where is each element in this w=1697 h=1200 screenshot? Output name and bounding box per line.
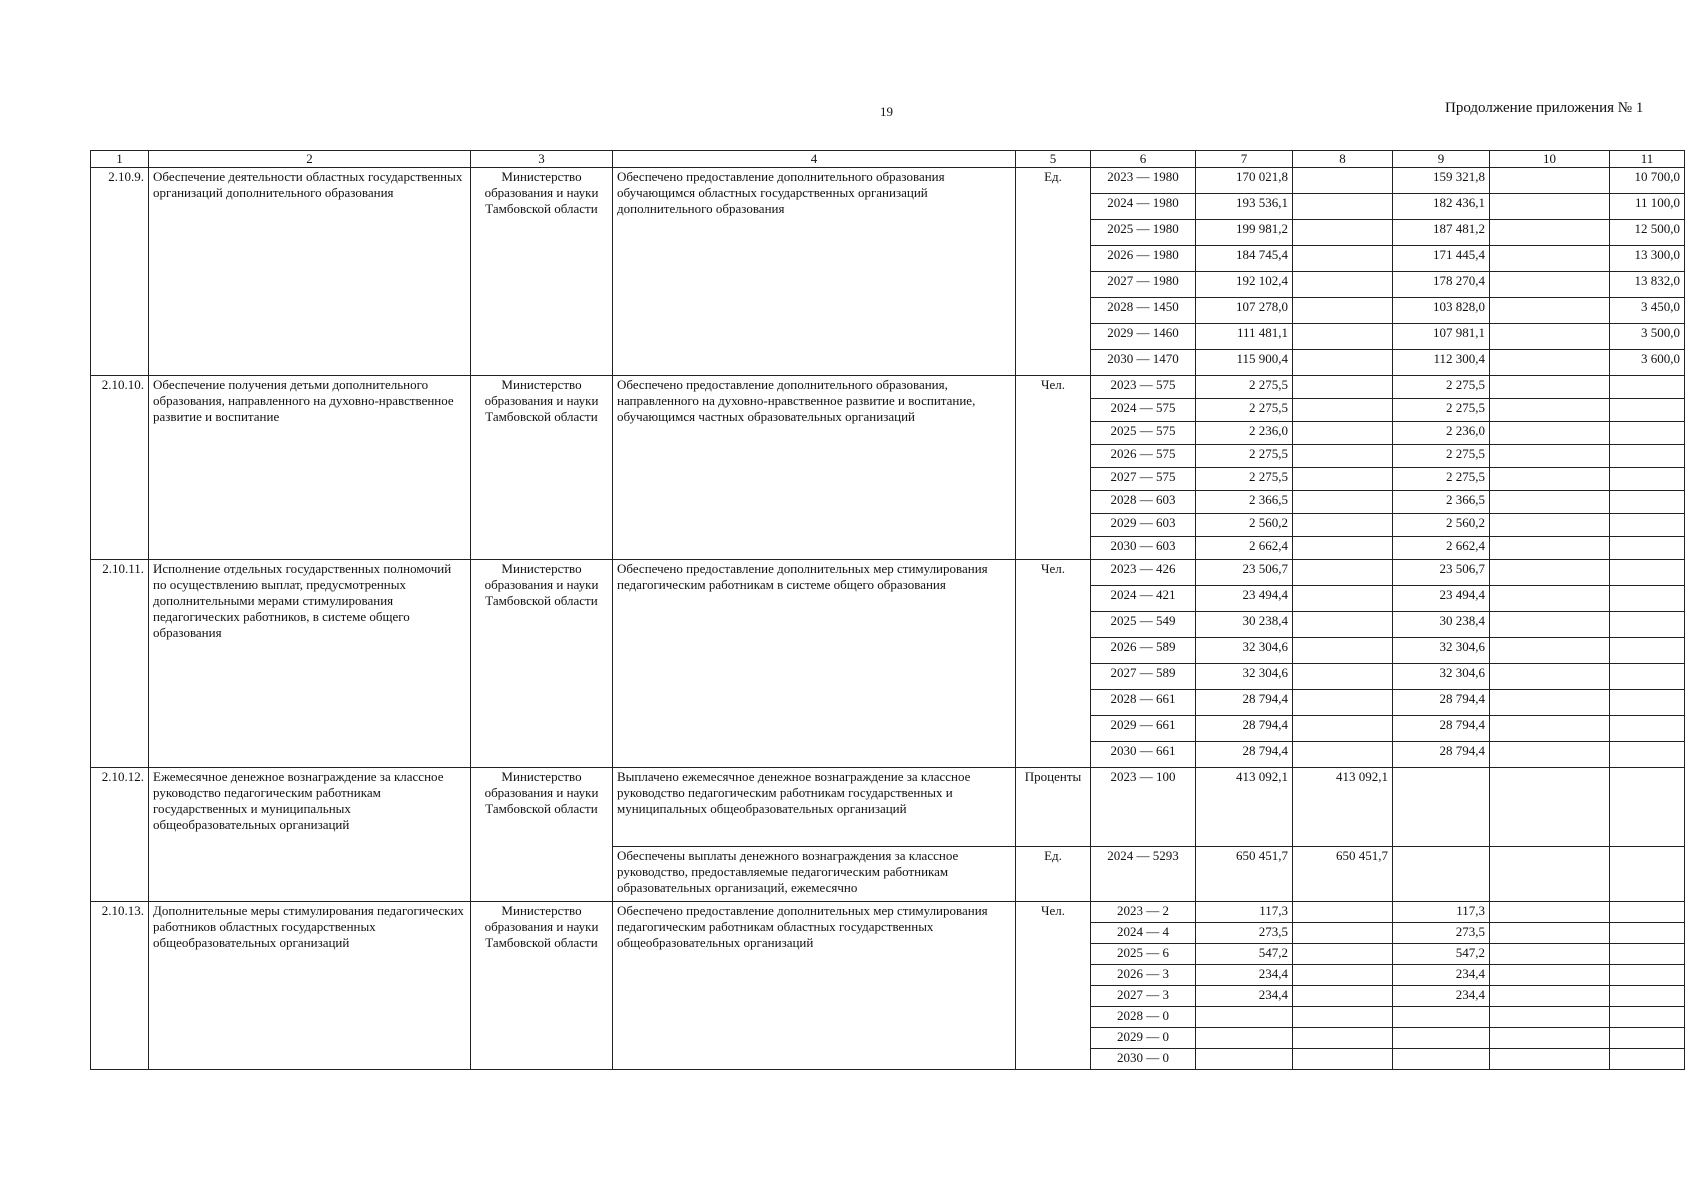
value-col9: 107 981,1 bbox=[1393, 324, 1490, 350]
year-indicator: 2028 — 1450 bbox=[1091, 298, 1196, 324]
value-col10 bbox=[1490, 376, 1610, 399]
value-col9: 547,2 bbox=[1393, 944, 1490, 965]
value-col8 bbox=[1293, 716, 1393, 742]
year-indicator: 2023 — 100 bbox=[1091, 768, 1196, 847]
value-col10 bbox=[1490, 1028, 1610, 1049]
value-col11: 13 832,0 bbox=[1610, 272, 1685, 298]
expected-outcome: Обеспечено предоставление дополнительного образования обучающимся областных государственных организаций дополнительного образования bbox=[613, 168, 1016, 376]
value-col8 bbox=[1293, 468, 1393, 491]
value-col8 bbox=[1293, 944, 1393, 965]
year-indicator: 2029 — 603 bbox=[1091, 514, 1196, 537]
header-cell: 3 bbox=[471, 151, 613, 168]
value-col8 bbox=[1293, 246, 1393, 272]
year-indicator: 2026 — 575 bbox=[1091, 445, 1196, 468]
value-col7: 170 021,8 bbox=[1196, 168, 1293, 194]
value-col9: 112 300,4 bbox=[1393, 350, 1490, 376]
value-col7: 2 275,5 bbox=[1196, 468, 1293, 491]
value-col7: 30 238,4 bbox=[1196, 612, 1293, 638]
value-col7: 2 560,2 bbox=[1196, 514, 1293, 537]
value-col8 bbox=[1293, 1049, 1393, 1070]
value-col7: 199 981,2 bbox=[1196, 220, 1293, 246]
value-col10 bbox=[1490, 272, 1610, 298]
value-col10 bbox=[1490, 1007, 1610, 1028]
value-col7: 107 278,0 bbox=[1196, 298, 1293, 324]
year-indicator: 2023 — 426 bbox=[1091, 560, 1196, 586]
responsible-ministry: Министерство образования и науки Тамбовской области bbox=[471, 768, 613, 902]
value-col11 bbox=[1610, 944, 1685, 965]
value-col10 bbox=[1490, 638, 1610, 664]
unit-of-measure: Ед. bbox=[1016, 168, 1091, 376]
value-col10 bbox=[1490, 168, 1610, 194]
year-indicator: 2027 — 589 bbox=[1091, 664, 1196, 690]
header-cell: 7 bbox=[1196, 151, 1293, 168]
value-col9: 2 662,4 bbox=[1393, 537, 1490, 560]
value-col11: 3 500,0 bbox=[1610, 324, 1685, 350]
header-cell: 8 bbox=[1293, 151, 1393, 168]
year-indicator: 2026 — 3 bbox=[1091, 965, 1196, 986]
value-col11 bbox=[1610, 1007, 1685, 1028]
value-col9: 28 794,4 bbox=[1393, 716, 1490, 742]
value-col9: 2 275,5 bbox=[1393, 399, 1490, 422]
value-col7: 547,2 bbox=[1196, 944, 1293, 965]
table-row bbox=[91, 168, 1685, 194]
value-col7: 28 794,4 bbox=[1196, 716, 1293, 742]
year-indicator: 2023 — 575 bbox=[1091, 376, 1196, 399]
value-col8 bbox=[1293, 168, 1393, 194]
value-col11: 3 600,0 bbox=[1610, 350, 1685, 376]
year-indicator: 2025 — 575 bbox=[1091, 422, 1196, 445]
value-col9: 171 445,4 bbox=[1393, 246, 1490, 272]
value-col7: 23 506,7 bbox=[1196, 560, 1293, 586]
value-col10 bbox=[1490, 664, 1610, 690]
value-col11 bbox=[1610, 664, 1685, 690]
year-indicator: 2026 — 589 bbox=[1091, 638, 1196, 664]
value-col10 bbox=[1490, 468, 1610, 491]
value-col7 bbox=[1196, 1049, 1293, 1070]
section-number: 2.10.13. bbox=[91, 902, 149, 1070]
value-col10 bbox=[1490, 690, 1610, 716]
value-col8 bbox=[1293, 376, 1393, 399]
value-col7: 32 304,6 bbox=[1196, 664, 1293, 690]
section-number: 2.10.9. bbox=[91, 168, 149, 376]
value-col10 bbox=[1490, 537, 1610, 560]
value-col9: 159 321,8 bbox=[1393, 168, 1490, 194]
value-col7: 2 275,5 bbox=[1196, 376, 1293, 399]
value-col11 bbox=[1610, 847, 1685, 902]
value-col7: 413 092,1 bbox=[1196, 768, 1293, 847]
value-col9: 32 304,6 bbox=[1393, 638, 1490, 664]
value-col7: 23 494,4 bbox=[1196, 586, 1293, 612]
value-col10 bbox=[1490, 586, 1610, 612]
unit-of-measure: Чел. bbox=[1016, 376, 1091, 560]
value-col9: 2 366,5 bbox=[1393, 491, 1490, 514]
expected-outcome: Обеспечено предоставление дополнительных мер стимулирования педагогическим работникам в системе общего образования bbox=[613, 560, 1016, 768]
header-cell: 9 bbox=[1393, 151, 1490, 168]
header-cell: 2 bbox=[149, 151, 471, 168]
value-col11: 12 500,0 bbox=[1610, 220, 1685, 246]
value-col11 bbox=[1610, 716, 1685, 742]
value-col7: 192 102,4 bbox=[1196, 272, 1293, 298]
year-indicator: 2030 — 1470 bbox=[1091, 350, 1196, 376]
value-col8 bbox=[1293, 612, 1393, 638]
table-row bbox=[91, 768, 1685, 847]
value-col11: 10 700,0 bbox=[1610, 168, 1685, 194]
value-col9 bbox=[1393, 1049, 1490, 1070]
table-row bbox=[91, 560, 1685, 586]
header-cell: 6 bbox=[1091, 151, 1196, 168]
value-col10 bbox=[1490, 944, 1610, 965]
year-indicator: 2024 — 575 bbox=[1091, 399, 1196, 422]
year-indicator: 2024 — 421 bbox=[1091, 586, 1196, 612]
value-col7: 2 275,5 bbox=[1196, 445, 1293, 468]
value-col8 bbox=[1293, 638, 1393, 664]
unit-of-measure: Проценты bbox=[1016, 768, 1091, 847]
section-number: 2.10.12. bbox=[91, 768, 149, 902]
value-col7: 273,5 bbox=[1196, 923, 1293, 944]
value-col9: 2 275,5 bbox=[1393, 376, 1490, 399]
value-col8 bbox=[1293, 664, 1393, 690]
value-col11 bbox=[1610, 586, 1685, 612]
value-col9: 30 238,4 bbox=[1393, 612, 1490, 638]
unit-of-measure: Ед. bbox=[1016, 847, 1091, 902]
value-col11 bbox=[1610, 612, 1685, 638]
value-col10 bbox=[1490, 324, 1610, 350]
value-col9: 178 270,4 bbox=[1393, 272, 1490, 298]
value-col11 bbox=[1610, 638, 1685, 664]
value-col11: 3 450,0 bbox=[1610, 298, 1685, 324]
value-col9: 117,3 bbox=[1393, 902, 1490, 923]
year-indicator: 2024 — 1980 bbox=[1091, 194, 1196, 220]
value-col7: 650 451,7 bbox=[1196, 847, 1293, 902]
value-col7: 28 794,4 bbox=[1196, 742, 1293, 768]
value-col11 bbox=[1610, 742, 1685, 768]
value-col9: 103 828,0 bbox=[1393, 298, 1490, 324]
value-col10 bbox=[1490, 350, 1610, 376]
value-col10 bbox=[1490, 298, 1610, 324]
value-col10 bbox=[1490, 422, 1610, 445]
value-col8 bbox=[1293, 445, 1393, 468]
value-col11 bbox=[1610, 468, 1685, 491]
value-col7: 115 900,4 bbox=[1196, 350, 1293, 376]
value-col10 bbox=[1490, 491, 1610, 514]
value-col8 bbox=[1293, 1007, 1393, 1028]
value-col9: 28 794,4 bbox=[1393, 690, 1490, 716]
value-col11: 13 300,0 bbox=[1610, 246, 1685, 272]
expected-outcome: Обеспечены выплаты денежного вознаграждения за классное руководство, предоставляемые педагогическим работникам образовательных организаций, ежемесячно bbox=[613, 847, 1016, 902]
appendix-table bbox=[90, 150, 1685, 1070]
value-col11 bbox=[1610, 399, 1685, 422]
value-col8 bbox=[1293, 491, 1393, 514]
expected-outcome: Обеспечено предоставление дополнительного образования, направленного на духовно-нравственное развитие и воспитание, обучающимся частных образовательных организаций bbox=[613, 376, 1016, 560]
value-col10 bbox=[1490, 1049, 1610, 1070]
value-col8 bbox=[1293, 923, 1393, 944]
value-col8 bbox=[1293, 220, 1393, 246]
value-col8 bbox=[1293, 422, 1393, 445]
value-col8 bbox=[1293, 690, 1393, 716]
section-name: Обеспечение получения детьми дополнительного образования, направленного на духовно-нравственное развитие и воспитание bbox=[149, 376, 471, 560]
value-col8 bbox=[1293, 1028, 1393, 1049]
section-number: 2.10.10. bbox=[91, 376, 149, 560]
header-cell: 5 bbox=[1016, 151, 1091, 168]
value-col11 bbox=[1610, 491, 1685, 514]
header-cell: 4 bbox=[613, 151, 1016, 168]
value-col7 bbox=[1196, 1028, 1293, 1049]
section-name: Дополнительные меры стимулирования педагогических работников областных государственных общеобразовательных организаций bbox=[149, 902, 471, 1070]
responsible-ministry: Министерство образования и науки Тамбовской области bbox=[471, 902, 613, 1070]
table-row bbox=[91, 902, 1685, 923]
value-col7: 2 236,0 bbox=[1196, 422, 1293, 445]
value-col7: 193 536,1 bbox=[1196, 194, 1293, 220]
value-col7: 117,3 bbox=[1196, 902, 1293, 923]
value-col10 bbox=[1490, 246, 1610, 272]
value-col9: 2 275,5 bbox=[1393, 445, 1490, 468]
value-col8 bbox=[1293, 399, 1393, 422]
value-col8 bbox=[1293, 324, 1393, 350]
year-indicator: 2027 — 3 bbox=[1091, 986, 1196, 1007]
value-col9: 23 506,7 bbox=[1393, 560, 1490, 586]
unit-of-measure: Чел. bbox=[1016, 560, 1091, 768]
value-col7: 111 481,1 bbox=[1196, 324, 1293, 350]
year-indicator: 2029 — 1460 bbox=[1091, 324, 1196, 350]
expected-outcome: Обеспечено предоставление дополнительных мер стимулирования педагогическим работникам областных государственных общеобразовательных организаций bbox=[613, 902, 1016, 1070]
value-col8 bbox=[1293, 272, 1393, 298]
value-col11 bbox=[1610, 422, 1685, 445]
year-indicator: 2029 — 661 bbox=[1091, 716, 1196, 742]
value-col10 bbox=[1490, 560, 1610, 586]
value-col7: 184 745,4 bbox=[1196, 246, 1293, 272]
value-col9: 182 436,1 bbox=[1393, 194, 1490, 220]
year-indicator: 2023 — 2 bbox=[1091, 902, 1196, 923]
value-col8 bbox=[1293, 298, 1393, 324]
value-col10 bbox=[1490, 445, 1610, 468]
header-row bbox=[91, 151, 1685, 168]
value-col10 bbox=[1490, 965, 1610, 986]
value-col10 bbox=[1490, 742, 1610, 768]
value-col9 bbox=[1393, 847, 1490, 902]
year-indicator: 2028 — 661 bbox=[1091, 690, 1196, 716]
value-col9: 23 494,4 bbox=[1393, 586, 1490, 612]
responsible-ministry: Министерство образования и науки Тамбовской области bbox=[471, 376, 613, 560]
continuation-note: Продолжение приложения № 1 bbox=[1445, 100, 1644, 116]
value-col11 bbox=[1610, 560, 1685, 586]
value-col10 bbox=[1490, 399, 1610, 422]
year-indicator: 2025 — 6 bbox=[1091, 944, 1196, 965]
value-col9: 2 236,0 bbox=[1393, 422, 1490, 445]
year-indicator: 2025 — 1980 bbox=[1091, 220, 1196, 246]
value-col8 bbox=[1293, 514, 1393, 537]
value-col11 bbox=[1610, 690, 1685, 716]
value-col7: 2 275,5 bbox=[1196, 399, 1293, 422]
value-col10 bbox=[1490, 220, 1610, 246]
value-col8 bbox=[1293, 560, 1393, 586]
header-cell: 10 bbox=[1490, 151, 1610, 168]
section-name: Исполнение отдельных государственных полномочий по осуществлению выплат, предусмотренных дополнительными мерами стимулирования педагогических работников, в системе общего образования bbox=[149, 560, 471, 768]
value-col11 bbox=[1610, 537, 1685, 560]
year-indicator: 2030 — 661 bbox=[1091, 742, 1196, 768]
value-col7: 28 794,4 bbox=[1196, 690, 1293, 716]
responsible-ministry: Министерство образования и науки Тамбовской области bbox=[471, 168, 613, 376]
section-name: Обеспечение деятельности областных государственных организаций дополнительного образования bbox=[149, 168, 471, 376]
value-col8 bbox=[1293, 537, 1393, 560]
value-col8 bbox=[1293, 586, 1393, 612]
value-col11 bbox=[1610, 986, 1685, 1007]
value-col11 bbox=[1610, 445, 1685, 468]
section-name: Ежемесячное денежное вознаграждение за классное руководство педагогическим работникам государственных и муниципальных общеобразовательных организаций bbox=[149, 768, 471, 902]
year-indicator: 2024 — 5293 bbox=[1091, 847, 1196, 902]
year-indicator: 2030 — 0 bbox=[1091, 1049, 1196, 1070]
header-cell: 11 bbox=[1610, 151, 1685, 168]
value-col10 bbox=[1490, 194, 1610, 220]
value-col9: 2 275,5 bbox=[1393, 468, 1490, 491]
value-col11 bbox=[1610, 923, 1685, 944]
value-col8: 650 451,7 bbox=[1293, 847, 1393, 902]
value-col8 bbox=[1293, 742, 1393, 768]
year-indicator: 2027 — 1980 bbox=[1091, 272, 1196, 298]
value-col8 bbox=[1293, 986, 1393, 1007]
value-col10 bbox=[1490, 612, 1610, 638]
page-number: 19 bbox=[880, 104, 893, 119]
value-col9 bbox=[1393, 1028, 1490, 1049]
value-col10 bbox=[1490, 986, 1610, 1007]
value-col11 bbox=[1610, 902, 1685, 923]
year-indicator: 2028 — 0 bbox=[1091, 1007, 1196, 1028]
year-indicator: 2024 — 4 bbox=[1091, 923, 1196, 944]
value-col11 bbox=[1610, 514, 1685, 537]
value-col11 bbox=[1610, 768, 1685, 847]
value-col8 bbox=[1293, 350, 1393, 376]
section-number: 2.10.11. bbox=[91, 560, 149, 768]
expected-outcome: Выплачено ежемесячное денежное вознаграждение за классное руководство педагогическим работникам государственных и муниципальных общеобразовательных организаций bbox=[613, 768, 1016, 847]
value-col8: 413 092,1 bbox=[1293, 768, 1393, 847]
value-col11 bbox=[1610, 376, 1685, 399]
value-col10 bbox=[1490, 716, 1610, 742]
year-indicator: 2030 — 603 bbox=[1091, 537, 1196, 560]
value-col9: 273,5 bbox=[1393, 923, 1490, 944]
value-col7: 2 662,4 bbox=[1196, 537, 1293, 560]
table-row bbox=[91, 376, 1685, 399]
value-col8 bbox=[1293, 965, 1393, 986]
value-col7: 234,4 bbox=[1196, 965, 1293, 986]
year-indicator: 2023 — 1980 bbox=[1091, 168, 1196, 194]
value-col8 bbox=[1293, 902, 1393, 923]
value-col10 bbox=[1490, 514, 1610, 537]
value-col7 bbox=[1196, 1007, 1293, 1028]
value-col11: 11 100,0 bbox=[1610, 194, 1685, 220]
year-indicator: 2029 — 0 bbox=[1091, 1028, 1196, 1049]
value-col8 bbox=[1293, 194, 1393, 220]
value-col10 bbox=[1490, 923, 1610, 944]
value-col9: 234,4 bbox=[1393, 986, 1490, 1007]
value-col11 bbox=[1610, 965, 1685, 986]
year-indicator: 2028 — 603 bbox=[1091, 491, 1196, 514]
value-col10 bbox=[1490, 847, 1610, 902]
value-col9: 234,4 bbox=[1393, 965, 1490, 986]
value-col9: 32 304,6 bbox=[1393, 664, 1490, 690]
value-col7: 234,4 bbox=[1196, 986, 1293, 1007]
year-indicator: 2025 — 549 bbox=[1091, 612, 1196, 638]
value-col7: 32 304,6 bbox=[1196, 638, 1293, 664]
value-col10 bbox=[1490, 768, 1610, 847]
year-indicator: 2027 — 575 bbox=[1091, 468, 1196, 491]
unit-of-measure: Чел. bbox=[1016, 902, 1091, 1070]
header-cell: 1 bbox=[91, 151, 149, 168]
value-col9: 2 560,2 bbox=[1393, 514, 1490, 537]
value-col7: 2 366,5 bbox=[1196, 491, 1293, 514]
value-col9: 187 481,2 bbox=[1393, 220, 1490, 246]
value-col9: 28 794,4 bbox=[1393, 742, 1490, 768]
value-col10 bbox=[1490, 902, 1610, 923]
value-col11 bbox=[1610, 1028, 1685, 1049]
responsible-ministry: Министерство образования и науки Тамбовской области bbox=[471, 560, 613, 768]
value-col11 bbox=[1610, 1049, 1685, 1070]
value-col9 bbox=[1393, 1007, 1490, 1028]
year-indicator: 2026 — 1980 bbox=[1091, 246, 1196, 272]
value-col9 bbox=[1393, 768, 1490, 847]
